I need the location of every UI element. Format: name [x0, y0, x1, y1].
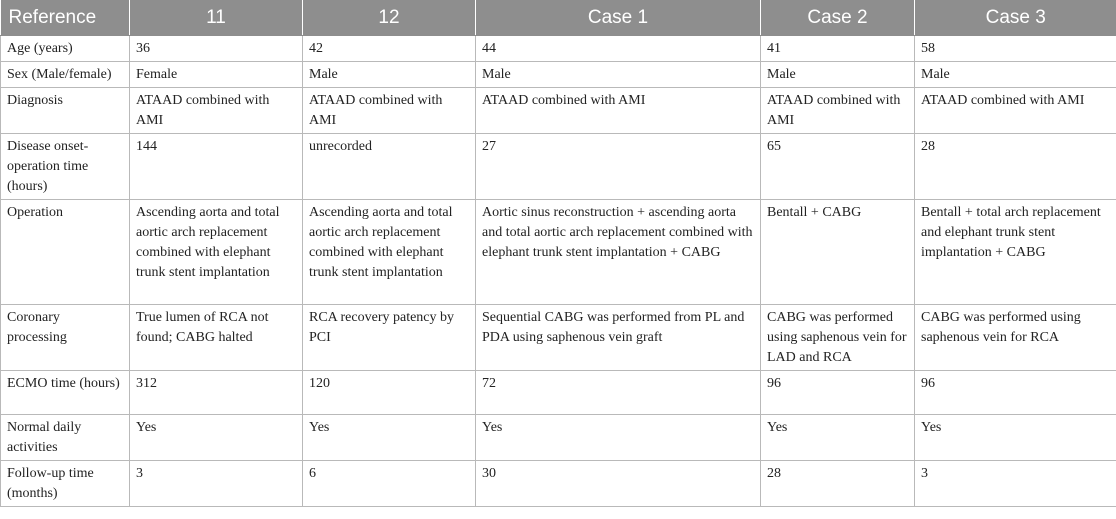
header-reference: Reference — [1, 0, 130, 36]
table-cell: 96 — [915, 371, 1116, 415]
table-cell: ATAAD combined with AMI — [476, 88, 761, 134]
header-case-2: Case 2 — [761, 0, 915, 36]
table-cell: True lumen of RCA not found; CABG halted — [130, 305, 303, 371]
table-cell: 36 — [130, 36, 303, 62]
table-cell: Yes — [303, 415, 476, 461]
table-row — [1, 415, 1116, 461]
table-row — [1, 461, 1116, 507]
table-cell: Yes — [476, 415, 761, 461]
header-case-3: Case 3 — [915, 0, 1116, 36]
table-row — [1, 200, 1116, 305]
table-row — [1, 305, 1116, 371]
table-cell: 44 — [476, 36, 761, 62]
table-cell: Bentall + total arch replacement and elephant trunk stent implantation + CABG — [915, 200, 1116, 305]
table-cell: Female — [130, 62, 303, 88]
table-cell: CABG was performed using saphenous vein for LAD and RCA — [761, 305, 915, 371]
row-label: Follow-up time (months) — [1, 461, 130, 507]
table-cell: 3 — [130, 461, 303, 507]
table-cell: 65 — [761, 134, 915, 200]
table-cell: Male — [476, 62, 761, 88]
table-cell: Ascending aorta and total aortic arch replacement combined with elephant trunk stent implantation — [303, 200, 476, 305]
row-label: Operation — [1, 200, 130, 305]
table-cell: Yes — [130, 415, 303, 461]
table-row — [1, 88, 1116, 134]
row-label: Diagnosis — [1, 88, 130, 134]
table-cell: 41 — [761, 36, 915, 62]
row-label: Coronary processing — [1, 305, 130, 371]
table-cell: CABG was performed using saphenous vein for RCA — [915, 305, 1116, 371]
table-cell: 30 — [476, 461, 761, 507]
table-cell: Sequential CABG was performed from PL and PDA using saphenous vein graft — [476, 305, 761, 371]
table-cell: RCA recovery patency by PCI — [303, 305, 476, 371]
table-cell: Yes — [915, 415, 1116, 461]
table-cell: Aortic sinus reconstruction + ascending aorta and total aortic arch replacement combined with elephant trunk stent implantation + CABG — [476, 200, 761, 305]
table-cell: 27 — [476, 134, 761, 200]
table-cell: 96 — [761, 371, 915, 415]
table-cell: 120 — [303, 371, 476, 415]
table-cell: Male — [915, 62, 1116, 88]
table-cell: ATAAD combined with AMI — [303, 88, 476, 134]
header-case-1: Case 1 — [476, 0, 761, 36]
row-label: Disease onset-operation time (hours) — [1, 134, 130, 200]
table-cell: Yes — [761, 415, 915, 461]
table-row — [1, 36, 1116, 62]
table-cell: 144 — [130, 134, 303, 200]
table-cell: 28 — [761, 461, 915, 507]
header-ref-11: 11 — [130, 0, 303, 36]
table-cell: 58 — [915, 36, 1116, 62]
table-cell: Male — [303, 62, 476, 88]
table-cell: Ascending aorta and total aortic arch replacement combined with elephant trunk stent implantation — [130, 200, 303, 305]
table-row — [1, 62, 1116, 88]
header-row — [1, 0, 1116, 36]
row-label: Sex (Male/female) — [1, 62, 130, 88]
table-row — [1, 371, 1116, 415]
table-cell: 312 — [130, 371, 303, 415]
table-cell: 28 — [915, 134, 1116, 200]
table-row — [1, 134, 1116, 200]
row-label: Age (years) — [1, 36, 130, 62]
row-label: Normal daily activities — [1, 415, 130, 461]
table-cell: 6 — [303, 461, 476, 507]
table-cell: ATAAD combined with AMI — [915, 88, 1116, 134]
table-cell: ATAAD combined with AMI — [130, 88, 303, 134]
header-ref-12: 12 — [303, 0, 476, 36]
table-cell: unrecorded — [303, 134, 476, 200]
table-cell: ATAAD combined with AMI — [761, 88, 915, 134]
table-cell: Bentall + CABG — [761, 200, 915, 305]
table-cell: 3 — [915, 461, 1116, 507]
table-cell: 72 — [476, 371, 761, 415]
table-cell: 42 — [303, 36, 476, 62]
table-cell: Male — [761, 62, 915, 88]
row-label: ECMO time (hours) — [1, 371, 130, 415]
